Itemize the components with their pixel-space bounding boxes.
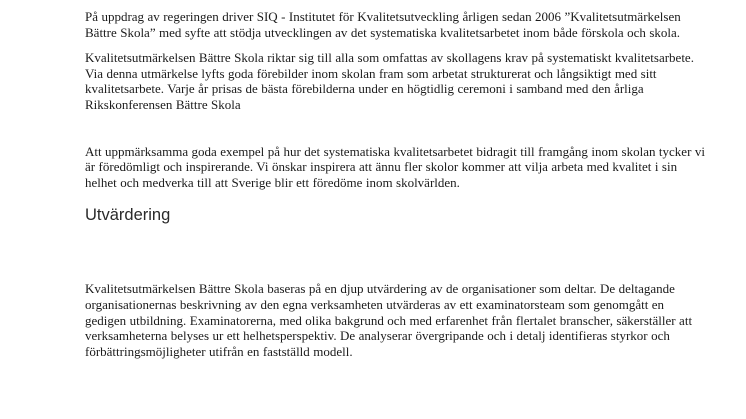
section-heading-utvardering: Utvärdering <box>85 206 171 225</box>
paragraph-inspiration: Att uppmärksamma goda exempel på hur det systematiska kvalitetsarbetet bidragit till framgång inom skolan tycker vi är föredömligt och inspirerande. Vi önskar inspirera att ännu fler skolor kommer att vilja arbeta med kvalitet i sin helhet och medverka till att Sverige blir ett föredöme inom skolvärlden. <box>85 143 705 190</box>
paragraph-intro: På uppdrag av regeringen driver SIQ - Institutet för Kvalitetsutveckling årligen sedan 2006 ”Kvalitetsutmärkelsen Bättre Skola” med syfte att stödja utvecklingen av det systematiska kvalitetsarbetet inom både förskola och skola. <box>85 9 681 40</box>
paragraph-award-description: Kvalitetsutmärkelsen Bättre Skola riktar sig till alla som omfattas av skollagens krav på systematiskt kvalitetsarbete. Via denna utmärkelse lyfts goda förebilder inom skolan fram som arbetat strukturerat och långsiktigt med sitt kvalitetsarbete. Varje år prisas de bästa förebilderna under en högtidlig ceremoni i samband med den årliga Rikskonferensen Bättre Skola <box>85 50 694 112</box>
paragraph-evaluation: Kvalitetsutmärkelsen Bättre Skola baseras på en djup utvärdering av de organisationer som deltar. De deltagande organisationernas beskrivning av den egna verksamheten utvärderas av ett examinatorsteam som genomgått en gedigen utbildning. Examinatorerna, med olika bakgrund och med erfarenhet från flertalet branscher, säkerställer att verksamheterna belyses ur ett helhetsperspektiv. De analyserar övergripande och i detalj identifieras styrkor och förbättringsmöjligheter utifrån en fastställd modell. <box>85 281 693 359</box>
